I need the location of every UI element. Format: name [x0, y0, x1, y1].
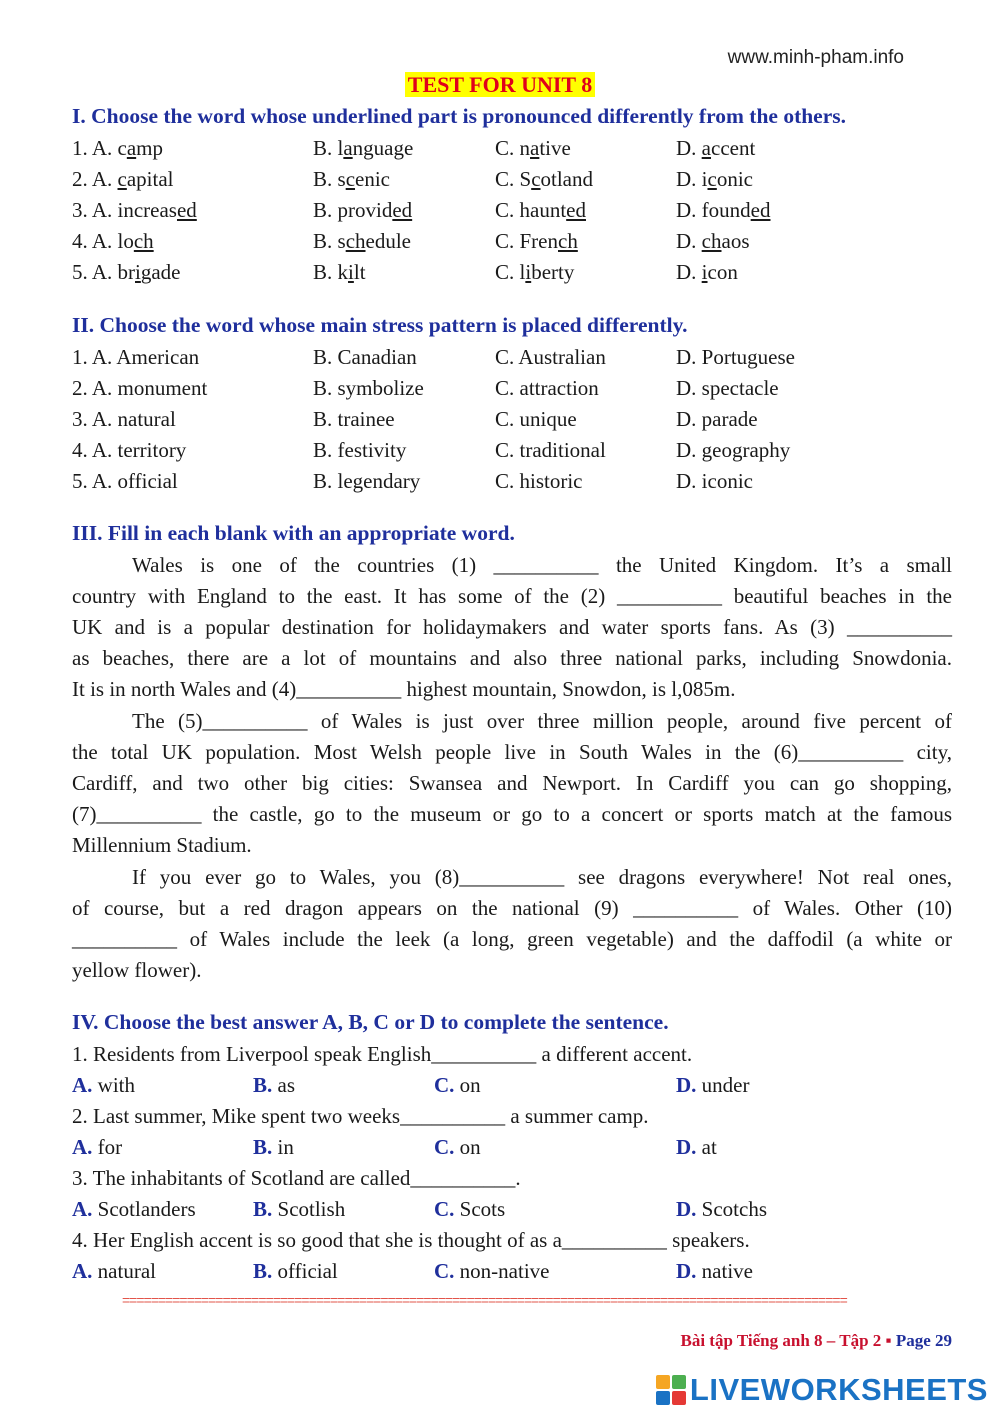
option-text: mp [136, 136, 163, 160]
option-text: as [277, 1073, 296, 1097]
answer-option[interactable] [313, 257, 366, 288]
answer-option[interactable]: B. Canadian [313, 345, 417, 369]
option-text: official [277, 1259, 338, 1283]
option-text: 2. A. [72, 167, 118, 191]
answer-option[interactable] [72, 1194, 196, 1225]
option-letter: B. [253, 1197, 273, 1221]
answer-option[interactable]: C. attraction [495, 376, 599, 400]
stress-question [72, 373, 952, 404]
stress-question [72, 435, 952, 466]
answer-option[interactable]: 2. A. monument [72, 376, 208, 400]
option-letter: A. [72, 1259, 93, 1283]
underlined-part: a [530, 136, 540, 160]
answer-option[interactable]: 4. A. territory [72, 438, 187, 462]
answer-option[interactable] [434, 1256, 549, 1287]
answer-option[interactable] [676, 164, 753, 195]
option-text: 4. A. lo [72, 229, 134, 253]
section4-heading: IV. Choose the best answer A, B, C or D to complete the sentence. [72, 1010, 669, 1034]
passage-line: Cardiff, and two other big cities: Swansea and Newport. In Cardiff you can go shopping, [72, 771, 952, 796]
answer-option[interactable]: D. Portuguese [676, 345, 795, 369]
option-text: edule [365, 229, 411, 253]
answer-option[interactable] [313, 133, 413, 164]
passage-line: It is in north Wales and (4)__________ highest mountain, Snowdon, is l,085m. [72, 677, 736, 702]
option-text: Scots [459, 1197, 506, 1221]
option-letter: D. [676, 1135, 697, 1159]
option-text: B. provid [313, 198, 393, 222]
answer-option[interactable]: B. symbolize [313, 376, 424, 400]
option-text: D. i [676, 167, 708, 191]
liveworksheets-logo-icon [656, 1375, 686, 1405]
option-text: 5. A. br [72, 260, 135, 284]
page-title [0, 72, 1000, 98]
pronunciation-question [72, 195, 952, 226]
passage-line: The (5)__________ of Wales is just over three million people, around five percent of [132, 709, 952, 733]
stress-question [72, 466, 952, 497]
answer-option[interactable]: D. geography [676, 438, 791, 462]
answer-option[interactable] [676, 1256, 753, 1287]
liveworksheets-brand[interactable] [656, 1372, 988, 1408]
question-text: 2. Last summer, Mike spent two weeks__________ a summer camp. [72, 1104, 649, 1128]
passage-line: If you ever go to Wales, you (8)__________ see dragons everywhere! Not real ones, [132, 865, 952, 889]
underlined-part: i [135, 260, 141, 284]
underlined-part: ed [750, 198, 771, 222]
option-text: D. found [676, 198, 751, 222]
question-text: 4. Her English accent is so good that she is thought of as a__________ speakers. [72, 1228, 750, 1252]
passage-line: of course, but a red dragon appears on the national (9) __________ of Wales. Other (10) [72, 896, 952, 921]
option-text: otland [540, 167, 594, 191]
underlined-part: c [707, 167, 717, 191]
option-text: lt [353, 260, 366, 284]
option-text: 1. A. c [72, 136, 127, 160]
answer-options [72, 1256, 952, 1287]
option-text: aos [721, 229, 750, 253]
underlined-part: a [701, 136, 711, 160]
answer-options [72, 1194, 952, 1225]
option-letter: C. [434, 1259, 455, 1283]
underlined-part: i [701, 260, 708, 284]
underlined-part: i [525, 260, 532, 284]
answer-option[interactable]: 3. A. natural [72, 407, 176, 431]
option-text: enic [355, 167, 390, 191]
answer-option[interactable]: B. festivity [313, 438, 407, 462]
logo-square [656, 1375, 670, 1389]
answer-option[interactable] [495, 195, 586, 226]
option-text: Scotlish [277, 1197, 346, 1221]
option-letter: C. [434, 1197, 455, 1221]
underlined-part: i [348, 260, 354, 284]
option-text: B. s [313, 167, 346, 191]
passage-line: as beaches, there are a lot of mountains and also three national parks, including Snowdonia. [72, 646, 952, 671]
answer-option[interactable] [72, 1132, 122, 1163]
answer-option[interactable]: C. historic [495, 469, 583, 493]
passage-line: Wales is one of the countries (1) __________ the United Kingdom. It’s a small [132, 553, 952, 577]
option-text: D. [676, 260, 702, 284]
passage-paragraph-1 [72, 550, 952, 705]
option-text: onic [716, 167, 753, 191]
underlined-part: c [117, 167, 127, 191]
pronunciation-question [72, 226, 952, 257]
question-text: 1. Residents from Liverpool speak English__________ a different accent. [72, 1042, 693, 1066]
option-text: at [701, 1135, 717, 1159]
answer-option[interactable] [676, 1070, 750, 1101]
option-text: Scotchs [701, 1197, 767, 1221]
option-text: B. s [313, 229, 346, 253]
option-text: D. [676, 136, 702, 160]
option-text: apital [126, 167, 174, 191]
option-text: C. S [495, 167, 532, 191]
answer-option[interactable] [72, 1070, 135, 1101]
answer-option[interactable] [72, 1256, 156, 1287]
answer-option[interactable] [676, 226, 750, 257]
option-text: with [97, 1073, 136, 1097]
pronunciation-question [72, 257, 952, 288]
pronunciation-question [72, 164, 952, 195]
answer-option[interactable] [313, 195, 412, 226]
answer-option[interactable] [72, 164, 174, 195]
brand-text: LIVEWORKSHEETS [689, 1372, 988, 1407]
book-title: Bài tập Tiếng anh 8 – Tập 2 ▪ [680, 1331, 896, 1350]
answer-options [72, 1132, 952, 1163]
answer-option[interactable] [676, 1132, 717, 1163]
answer-option[interactable]: D. spectacle [676, 376, 779, 400]
option-text: B. l [313, 136, 344, 160]
answer-option[interactable] [495, 164, 593, 195]
option-text: berty [531, 260, 575, 284]
answer-option[interactable] [434, 1194, 505, 1225]
option-text: under [701, 1073, 750, 1097]
answer-option[interactable] [313, 164, 390, 195]
answer-options [72, 1070, 952, 1101]
answer-option[interactable] [676, 1194, 767, 1225]
answer-option[interactable]: B. legendary [313, 469, 421, 493]
underlined-part: ch [345, 229, 366, 253]
passage-paragraph-3 [72, 862, 952, 986]
answer-option[interactable] [676, 133, 755, 164]
pronunciation-question [72, 133, 952, 164]
answer-option[interactable] [434, 1070, 481, 1101]
section1-heading: I. Choose the word whose underlined part is pronounced differently from the others. [72, 104, 847, 128]
option-text: B. k [313, 260, 349, 284]
answer-option[interactable] [72, 257, 181, 288]
question-text: 3. The inhabitants of Scotland are called__________. [72, 1166, 521, 1190]
option-letter: C. [434, 1073, 455, 1097]
option-text: natural [97, 1259, 156, 1283]
passage-line: the total UK population. Most Welsh people live in South Wales in the (6)__________ city, [72, 740, 952, 765]
option-text: Scotlanders [97, 1197, 196, 1221]
option-text: native [701, 1259, 753, 1283]
passage-line: UK and is a popular destination for holidaymakers and water sports fans. As (3) __________ [72, 615, 952, 640]
underlined-part: ed [566, 198, 586, 222]
answer-option[interactable] [495, 257, 574, 288]
option-text: D. [676, 229, 702, 253]
option-text: C. haunt [495, 198, 567, 222]
answer-option[interactable] [676, 195, 771, 226]
answer-option[interactable] [72, 133, 163, 164]
option-text: on [459, 1073, 481, 1097]
option-text: 3. A. increas [72, 198, 177, 222]
option-text: nguage [352, 136, 414, 160]
underlined-part: c [531, 167, 541, 191]
passage-line: country with England to the east. It has some of the (2) __________ beautiful beaches in the [72, 584, 952, 609]
passage-line: (7)__________ the castle, go to the museum or go to a concert or sports match at the famous [72, 802, 952, 827]
answer-option[interactable]: C. traditional [495, 438, 606, 462]
underlined-part: a [343, 136, 353, 160]
option-text: C. Fren [495, 229, 558, 253]
section3-heading: III. Fill in each blank with an appropriate word. [72, 521, 515, 545]
option-text: C. n [495, 136, 531, 160]
option-text: con [707, 260, 738, 284]
logo-square [672, 1375, 686, 1389]
stress-question [72, 342, 952, 373]
answer-option[interactable]: B. trainee [313, 407, 395, 431]
option-letter: B. [253, 1073, 273, 1097]
answer-option[interactable] [253, 1132, 294, 1163]
footer-book-info [681, 1331, 953, 1351]
answer-option[interactable]: D. parade [676, 407, 758, 431]
answer-option[interactable]: D. iconic [676, 469, 753, 493]
title-text: TEST FOR UNIT 8 [405, 72, 595, 97]
answer-option[interactable] [253, 1256, 338, 1287]
answer-option[interactable] [313, 226, 411, 257]
answer-option[interactable]: C. unique [495, 407, 577, 431]
answer-option[interactable] [434, 1132, 481, 1163]
section2-heading: II. Choose the word whose main stress pattern is placed differently. [72, 313, 688, 337]
option-text: on [459, 1135, 481, 1159]
answer-option[interactable] [495, 133, 571, 164]
passage-line: __________ of Wales include the leek (a long, green vegetable) and the daffodil (a white or [72, 927, 952, 952]
passage-paragraph-2 [72, 706, 952, 861]
option-text: gade [140, 260, 181, 284]
option-letter: C. [434, 1135, 455, 1159]
passage-line: yellow flower). [72, 958, 202, 983]
answer-option[interactable] [253, 1070, 295, 1101]
answer-option[interactable] [72, 226, 154, 257]
underlined-part: ed [392, 198, 413, 222]
option-text: for [97, 1135, 123, 1159]
option-letter: A. [72, 1135, 93, 1159]
option-letter: D. [676, 1197, 697, 1221]
option-text: C. l [495, 260, 526, 284]
answer-option[interactable]: 5. A. official [72, 469, 178, 493]
option-text: tive [539, 136, 571, 160]
answer-option[interactable]: 1. A. American [72, 345, 200, 369]
answer-option[interactable] [72, 195, 197, 226]
underlined-part: ch [701, 229, 722, 253]
answer-option[interactable]: C. Australian [495, 345, 606, 369]
underlined-part: ch [133, 229, 154, 253]
option-text: in [277, 1135, 294, 1159]
option-letter: B. [253, 1259, 273, 1283]
option-text: non-native [459, 1259, 550, 1283]
website-url: www.minh-pham.info [727, 47, 904, 68]
answer-option[interactable] [495, 226, 578, 257]
underlined-part: ch [558, 229, 578, 253]
stress-question [72, 404, 952, 435]
logo-square [656, 1391, 670, 1405]
option-letter: D. [676, 1259, 697, 1283]
passage-line: Millennium Stadium. [72, 833, 252, 858]
underlined-part: ed [176, 198, 197, 222]
underlined-part: c [345, 167, 356, 191]
option-text: ccent [711, 136, 756, 160]
option-letter: A. [72, 1197, 93, 1221]
page-number: Page 29 [895, 1331, 952, 1350]
answer-option[interactable] [676, 257, 738, 288]
option-letter: B. [253, 1135, 273, 1159]
option-letter: A. [72, 1073, 93, 1097]
answer-option[interactable] [253, 1194, 345, 1225]
logo-square [672, 1391, 686, 1405]
divider: ===================================================================================================== [122, 1292, 847, 1308]
option-letter: D. [676, 1073, 697, 1097]
underlined-part: a [126, 136, 137, 160]
